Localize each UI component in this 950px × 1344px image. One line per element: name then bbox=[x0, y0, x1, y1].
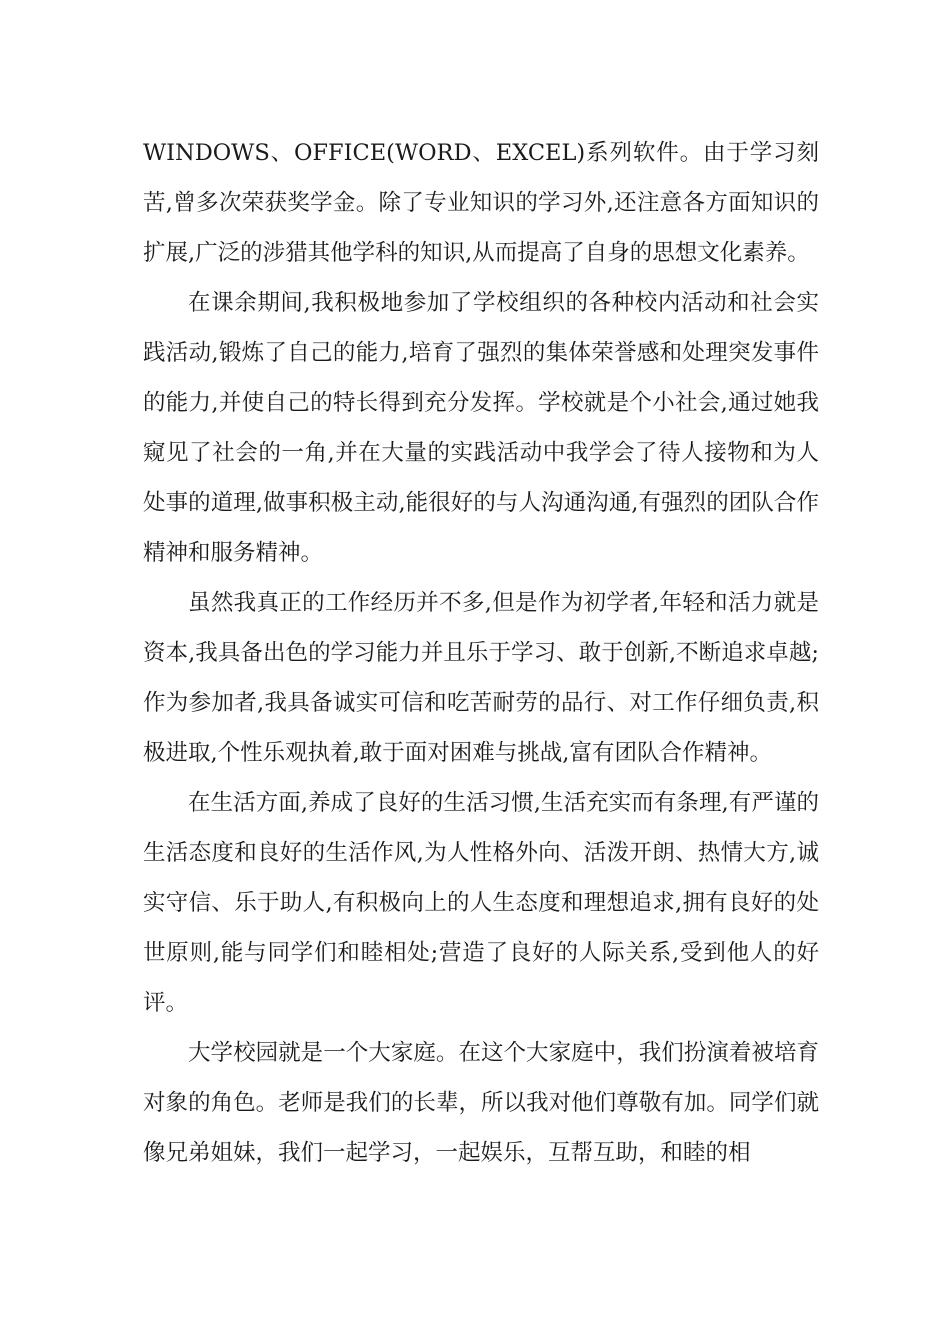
paragraph-extracurricular: 在课余期间,我积极地参加了学校组织的各种校内活动和社会实践活动,锻炼了自己的能力,培育了强烈的集体荣誉感和处理突发事件的能力,并使自己的特长得到充分发挥。学校就是个小社会,通过她我窥见了社会的一角,并在大量的实践活动中我学会了待人接物和为人处事的道理,做事积极主动,能很好的与人沟通沟通,有强烈的团队合作精神和服务精神。 bbox=[143, 290, 819, 566]
paragraph-life: 在生活方面,养成了良好的生活习惯,生活充实而有条理,有严谨的生活态度和良好的生活作风,为人性格外向、活泼开朗、热情大方,诚实守信、乐于助人,有积极向上的人生态度和理想追求,拥有良好的处世原则,能与同学们和睦相处;营造了良好的人际关系,受到他人的好评。 bbox=[143, 790, 819, 1016]
document-body bbox=[143, 128, 819, 1178]
paragraph-experience: 虽然我真正的工作经历并不多,但是作为初学者,年轻和活力就是资本,我具备出色的学习能力并且乐于学习、敢于创新,不断追求卓越;作为参加者,我具备诚实可信和吃苦耐劳的品行、对工作仔细负责,积极进取,个性乐观执着,敢于面对困难与挑战,富有团队合作精神。 bbox=[143, 590, 819, 766]
paragraph-continuation: WINDOWS、OFFICE(WORD、EXCEL)系列软件。由于学习刻苦,曾多次荣获奖学金。除了专业知识的学习外,还注意各方面知识的扩展,广泛的涉猎其他学科的知识,从而提高了自身的思想文化素养。 bbox=[143, 140, 819, 266]
paragraph-campus: 大学校园就是一个大家庭。在这个大家庭中，我们扮演着被培育对象的角色。老师是我们的长辈，所以我对他们尊敬有加。同学们就像兄弟姐妹，我们一起学习，一起娱乐，互帮互助，和睦的相 bbox=[143, 1040, 819, 1166]
